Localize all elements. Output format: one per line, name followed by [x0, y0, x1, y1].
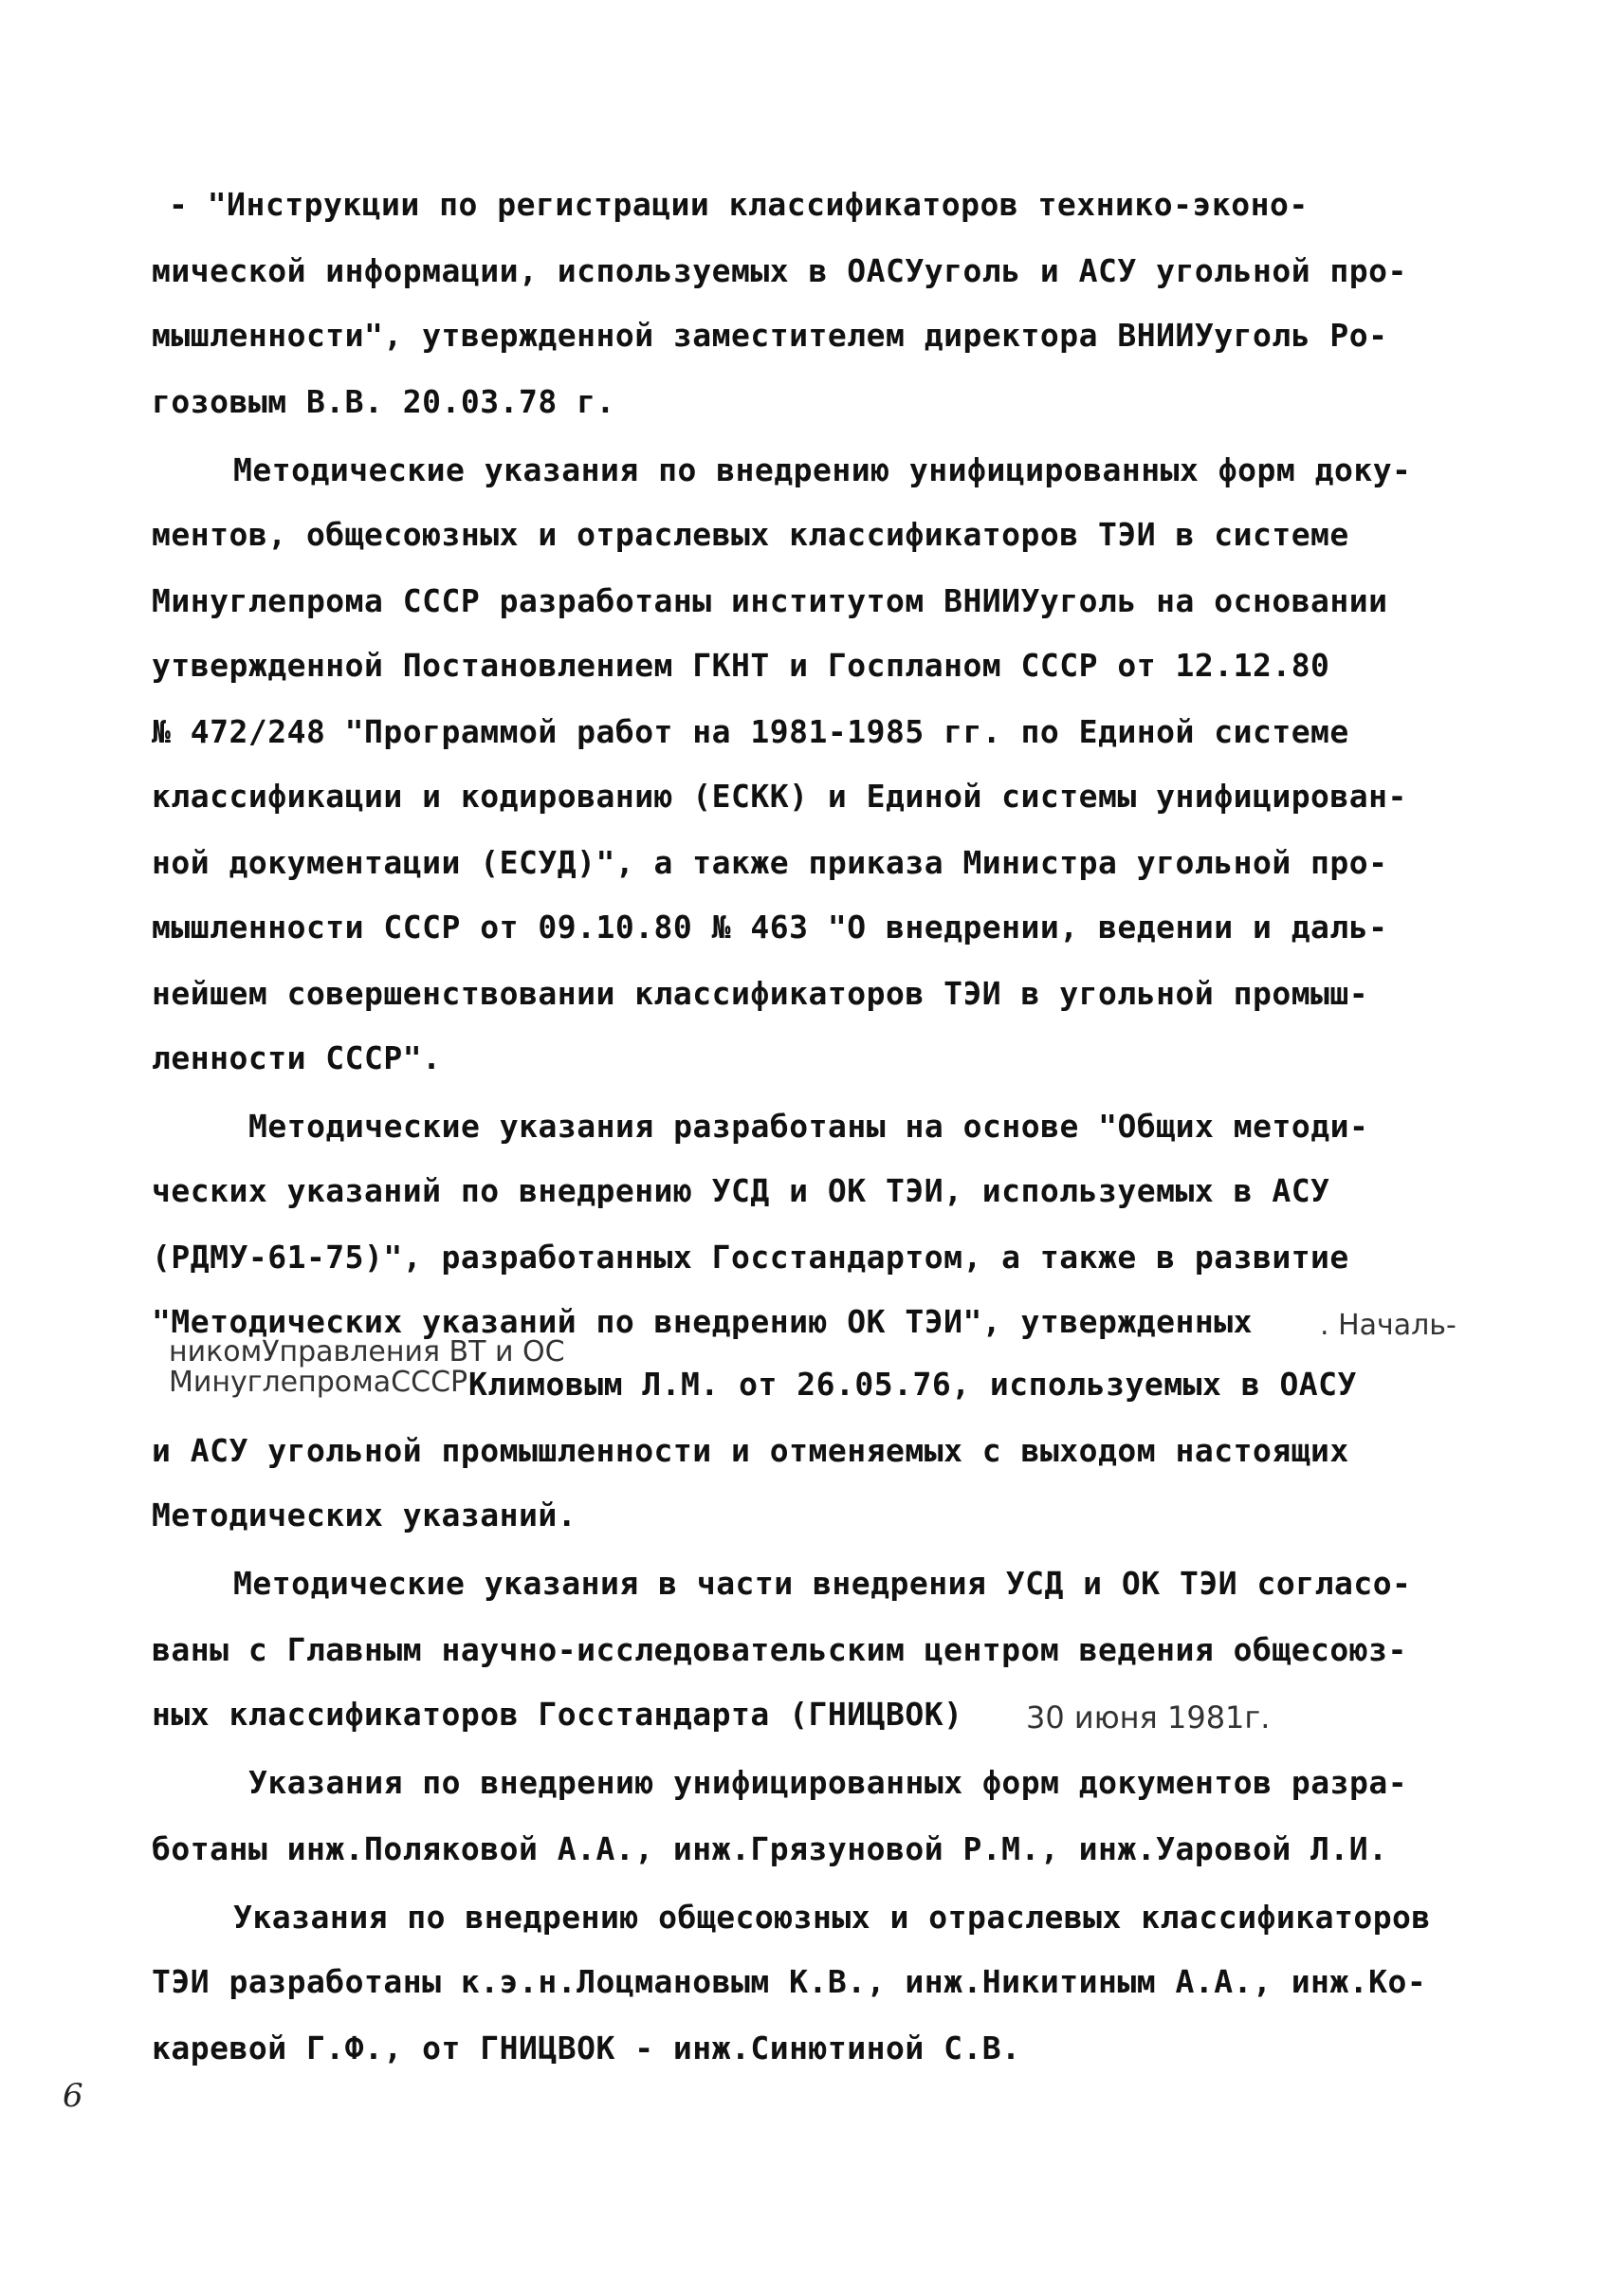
- text-line: Климовым Л.М. от 26.05.76, используемых в ОАСУ: [468, 1366, 1357, 1403]
- text-line: утвержденной Постановлением ГКНТ и Госпланом СССР от 12.12.80: [152, 647, 1330, 684]
- text-line: гозовым В.В. 20.03.78 г.: [152, 383, 615, 420]
- text-line: Указания по внедрению унифицированных форм документов разра-: [248, 1764, 1408, 1801]
- text-line: и АСУ угольной промышленности и отменяемых с выходом настоящих: [152, 1432, 1349, 1469]
- text-line: ленности СССР".: [152, 1039, 442, 1076]
- text-line: - "Инструкции по регистрации классификаторов технико-эконо-: [169, 186, 1309, 223]
- text-line: Методические указания в части внедрения УСД и ОК ТЭИ согласо-: [233, 1565, 1412, 1602]
- text-line: Методические указания по внедрению унифицированных форм доку-: [233, 451, 1412, 488]
- handwritten-insert: МинуглепромаСССР: [169, 1366, 468, 1399]
- text-line: № 472/248 "Программой работ на 1981-1985 гг. по Единой системе: [152, 713, 1349, 750]
- text-line: мической информации, используемых в ОАСУуголь и АСУ угольной про-: [152, 252, 1407, 289]
- handwritten-insert: . Началь-: [1320, 1309, 1456, 1342]
- text-line: мышленности", утвержденной заместителем директора ВНИИУуголь Ро-: [152, 317, 1388, 354]
- handwritten-insert: 30 июня 1981г.: [1026, 1699, 1271, 1736]
- text-line: классификации и кодированию (ЕСКК) и Единой системы унифицирован-: [152, 778, 1407, 815]
- text-line: каревой Г.Ф., от ГНИЦВОК - инж.Синютиной С.В.: [152, 2030, 1021, 2066]
- text-line: ных классификаторов Госстандарта (ГНИЦВОК): [152, 1696, 963, 1733]
- text-line: нейшем совершенствовании классификаторов ТЭИ в угольной промыш-: [152, 975, 1369, 1012]
- text-line: ТЭИ разработаны к.э.н.Лоцмановым К.В., инж.Никитиным А.А., инж.Ко-: [152, 1963, 1427, 2000]
- page-number: 6: [63, 2077, 83, 2115]
- text-line: ческих указаний по внедрению УСД и ОК ТЭИ, используемых в АСУ: [152, 1172, 1330, 1209]
- text-line: ной документации (ЕСУД)", а также приказа Министра угольной про-: [152, 844, 1388, 881]
- handwritten-insert: никомУправления ВТ и ОС: [169, 1335, 565, 1368]
- text-line: "Методических указаний по внедрению ОК ТЭИ", утвержденных: [152, 1303, 1253, 1340]
- text-line: ментов, общесоюзных и отраслевых классификаторов ТЭИ в системе: [152, 516, 1349, 553]
- text-line: Методические указания разработаны на основе "Общих методи-: [248, 1108, 1369, 1145]
- text-line: Минуглепрома СССР разработаны институтом ВНИИУуголь на основании: [152, 582, 1388, 619]
- text-line: ботаны инж.Поляковой А.А., инж.Грязуновой Р.М., инж.Уаровой Л.И.: [152, 1830, 1388, 1867]
- text-line: мышленности СССР от 09.10.80 № 463 "О внедрении, ведении и даль-: [152, 909, 1388, 946]
- text-line: Методических указаний.: [152, 1497, 577, 1534]
- text-line: ваны с Главным научно-исследовательским центром ведения общесоюз-: [152, 1631, 1407, 1668]
- text-line: Указания по внедрению общесоюзных и отраслевых классификаторов: [233, 1899, 1431, 1936]
- text-line: (РДМУ-61-75)", разработанных Госстандартом, а также в развитие: [152, 1239, 1349, 1276]
